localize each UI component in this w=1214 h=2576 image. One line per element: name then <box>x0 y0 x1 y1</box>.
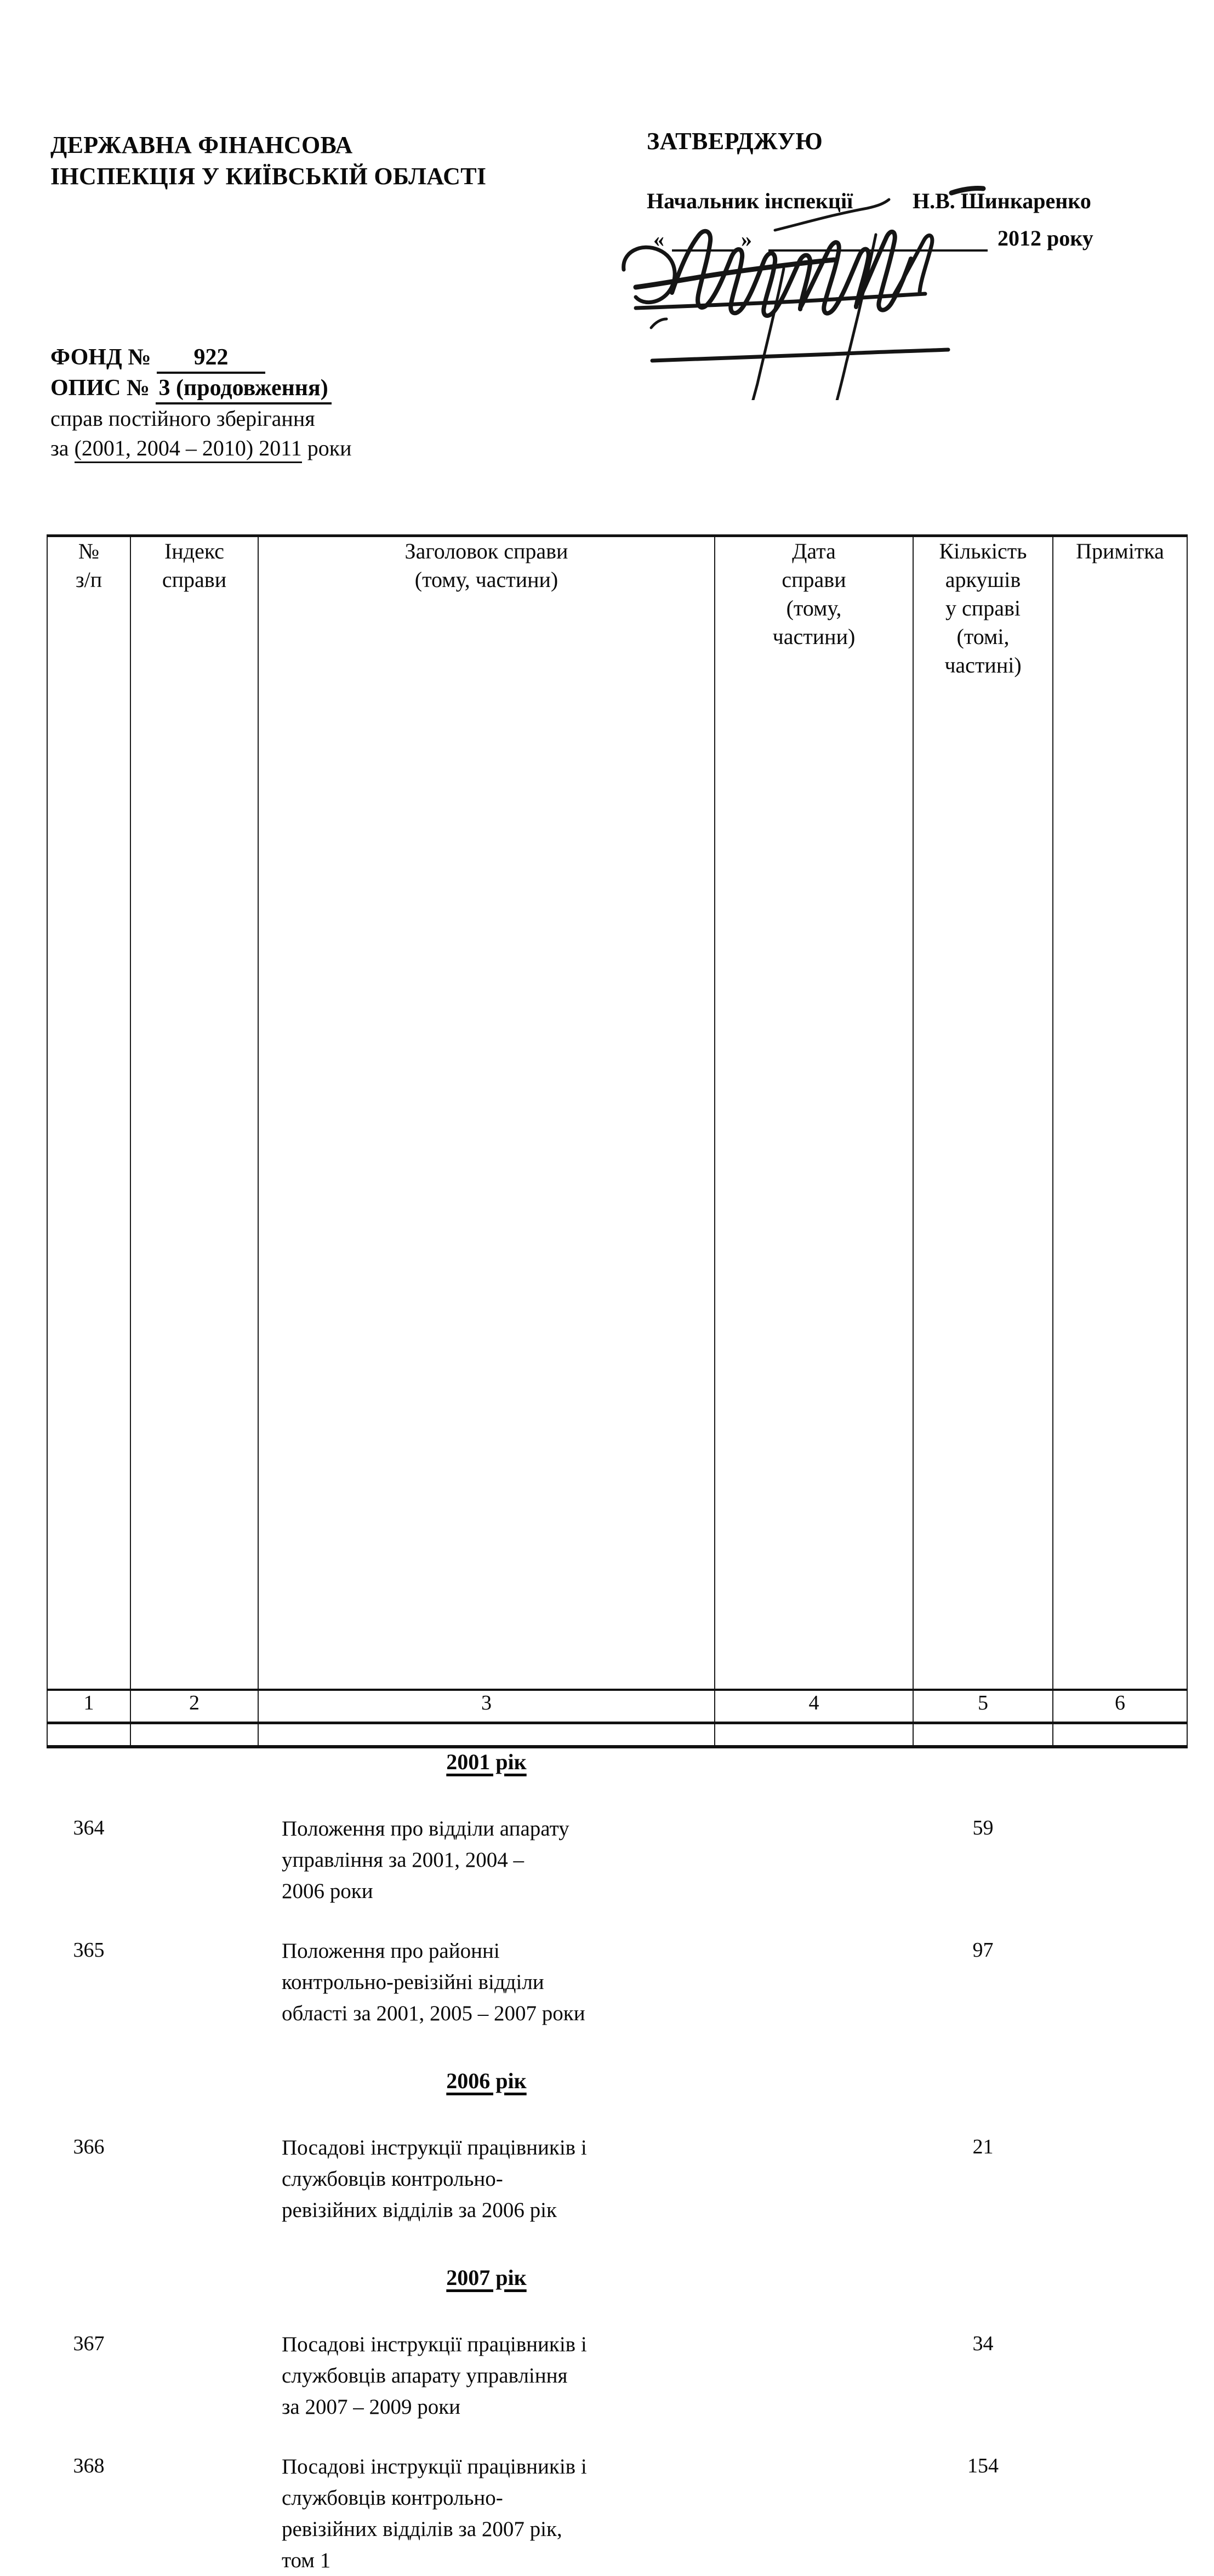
header-title-line-1: Заголовок справи <box>404 539 568 563</box>
fund-identification-block <box>50 344 599 465</box>
organization-title <box>50 129 609 192</box>
table-body-row <box>47 1723 1187 1747</box>
entry-sheet-count: 154 <box>967 2454 999 2477</box>
header-date-line-3: (тому, <box>786 596 842 620</box>
year-section-heading: 2007 рік <box>446 2265 527 2290</box>
header-count-line-2: аркушів <box>945 567 1021 592</box>
header-title-line-2: (тому, частини) <box>414 567 558 592</box>
fund-number-line <box>50 344 599 375</box>
colnum-4: 4 <box>715 1690 913 1723</box>
header-date-line-1: Дата <box>792 539 836 563</box>
entry-title-line: Посадові інструкції працівників і <box>282 2454 587 2478</box>
body-column-sheet-count <box>913 1723 1053 2477</box>
header-count-line-4: (томі, <box>956 624 1010 649</box>
header-number-line-1: № <box>78 539 100 563</box>
entry-title-line: Положення про районні <box>282 1939 500 1963</box>
fund-label: ФОНД № <box>50 345 151 370</box>
header-cell-note <box>1053 536 1187 1690</box>
entry-title <box>259 2329 714 2423</box>
approval-signer-name: Н.В. Шинкаренко <box>913 189 1091 213</box>
date-day-blank <box>672 249 737 252</box>
organization-title-line-1: ДЕРЖАВНА ФІНАНСОВА <box>50 132 353 158</box>
coverage-years-line <box>50 435 599 465</box>
header-cell-index <box>130 536 258 1690</box>
date-month-blank <box>768 249 988 252</box>
header-index-line-1: Індекс <box>164 539 225 563</box>
year-section-heading: 2006 рік <box>446 2068 527 2093</box>
entry-title-line: Положення про відділи апарату <box>282 1816 569 1840</box>
opis-label: ОПИС № <box>50 375 150 401</box>
entry-number: 366 <box>73 2135 105 2158</box>
years-prefix: за <box>50 436 75 460</box>
body-column-date <box>715 1723 913 1747</box>
entry-title-line: ревізійних відділів за 2006 рік <box>282 2198 557 2222</box>
entry-title <box>259 1936 714 2030</box>
date-quote-open: « <box>653 227 664 252</box>
entry-sheet-count: 21 <box>972 2135 994 2158</box>
approval-block <box>647 127 1162 260</box>
entry-number: 368 <box>73 2454 105 2477</box>
fund-number-value: 922 <box>157 344 265 374</box>
storage-type-line: справ постійного зберігання <box>50 406 315 431</box>
entry-title-line: 2006 роки <box>282 1879 373 1903</box>
approval-signature-row <box>647 188 1162 222</box>
year-section-heading: 2001 рік <box>446 1749 527 1774</box>
header-cell-title <box>258 536 715 1690</box>
entry-number: 364 <box>73 1816 105 1839</box>
approval-date-row <box>647 222 1162 260</box>
entry-title-line: Посадові інструкції працівників і <box>282 2135 587 2159</box>
entry-title-line: управління за 2001, 2004 – <box>282 1848 525 1872</box>
entry-title-line: ревізійних відділів за 2007 рік, <box>282 2517 562 2541</box>
entry-title <box>259 1814 714 1907</box>
opis-number-line <box>50 375 599 406</box>
header-date-line-4: частини) <box>772 624 856 649</box>
table-column-number-row <box>47 1690 1187 1723</box>
opis-number-value: 3 (продовження) <box>156 375 332 404</box>
entry-title <box>259 2133 714 2226</box>
body-column-index <box>130 1723 258 1747</box>
header-count-line-3: у справі <box>945 596 1021 620</box>
entry-number: 365 <box>73 1938 105 1962</box>
entry-title-line: області за 2001, 2005 – 2007 роки <box>282 2001 585 2025</box>
entry-sheet-count: 59 <box>972 1816 994 1839</box>
colnum-3: 3 <box>258 1690 715 1723</box>
entry-title <box>259 2452 714 2576</box>
inventory-table-wrapper <box>47 534 1187 2572</box>
entry-sheet-count: 97 <box>972 1938 994 1962</box>
header-cell-date <box>715 536 913 1690</box>
inventory-table <box>47 534 1188 2572</box>
entry-number: 367 <box>73 2332 105 2355</box>
entry-title-line: службовців контрольно- <box>282 2167 503 2191</box>
entry-title-line: контрольно-ревізійні відділи <box>282 1970 544 1994</box>
table-header-row <box>47 536 1187 1690</box>
entry-title-line: Посадові інструкції працівників і <box>282 2332 587 2356</box>
entry-title-line: службовців апарату управління <box>282 2363 568 2387</box>
header-index-line-2: справи <box>162 567 227 592</box>
date-quote-close: » <box>741 227 752 252</box>
header-number-line-2: з/п <box>75 567 102 592</box>
header-cell-number <box>47 536 130 1690</box>
organization-title-line-2: ІНСПЕКЦІЯ У КИЇВСЬКІЙ ОБЛАСТІ <box>50 163 487 190</box>
approval-role-label: Начальник інспекції <box>647 189 853 213</box>
entry-title-line: за 2007 – 2009 роки <box>282 2395 461 2419</box>
header-cell-sheet-count <box>913 536 1053 1690</box>
approval-heading: ЗАТВЕРДЖУЮ <box>647 128 823 155</box>
header-count-line-5: частині) <box>944 653 1022 677</box>
entry-title-line: том 1 <box>282 2548 331 2572</box>
body-column-note <box>1053 1723 1187 1747</box>
entry-sheet-count: 34 <box>972 2332 994 2355</box>
body-column-title <box>258 1723 715 2572</box>
body-column-number <box>47 1723 130 2477</box>
years-range: (2001, 2004 – 2010) 2011 <box>75 436 302 463</box>
header-count-line-1: Кількість <box>939 539 1027 563</box>
colnum-2: 2 <box>130 1690 258 1723</box>
colnum-6: 6 <box>1053 1690 1187 1723</box>
entry-title-line: службовців контрольно- <box>282 2486 503 2510</box>
date-year-label: 2012 року <box>998 226 1093 250</box>
years-suffix: роки <box>301 436 352 460</box>
header-date-line-2: справи <box>782 567 846 592</box>
header-note-line-1: Примітка <box>1076 539 1164 563</box>
colnum-1: 1 <box>47 1690 130 1723</box>
colnum-5: 5 <box>913 1690 1053 1723</box>
